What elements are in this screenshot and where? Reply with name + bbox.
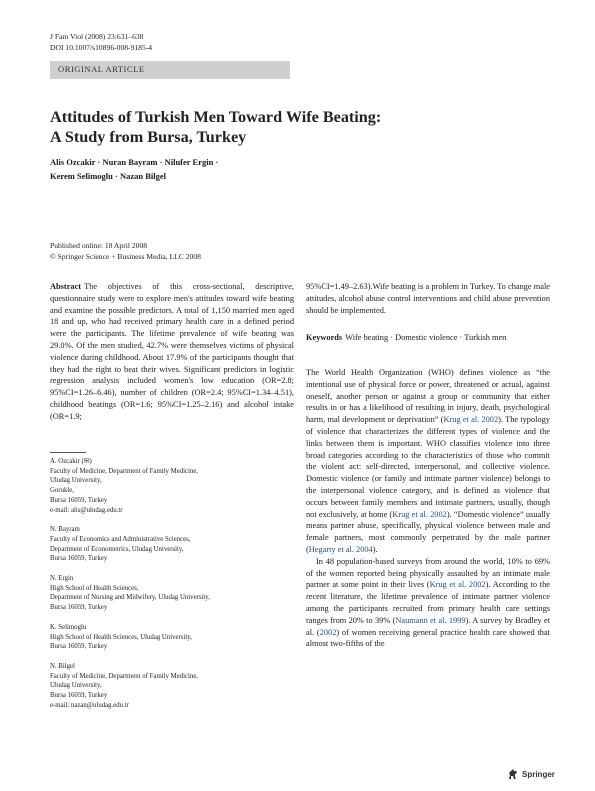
abstract-label: Abstract <box>50 282 82 291</box>
footnote-rule <box>50 452 86 453</box>
body-text-run: ). A survey by Bradley et al. ( <box>306 615 550 637</box>
authors-line-2: Kerem Selimoglu · Nazan Bilgel <box>50 170 166 181</box>
body-text-run: The World Health Organization (WHO) defines violence as “the intentional use of physical force or power, threatened or actual, against oneself, another person or against a group or community that either results in or has a likelihood of resulting in injury, death, psychological harm, mal development or deprivation” ( <box>306 368 550 425</box>
citation-link[interactable]: Hegarty et al. 2004 <box>308 544 373 554</box>
copyright: © Springer Science + Business Media, LLC 2008 <box>50 251 201 261</box>
abstract-continuation: 95%CI=1.49–2.63).Wife beating is a problem in Turkey. To change male attitudes, alcohol abuse control interventions and child abuse prevention should be implemented. <box>306 282 550 315</box>
body-text-run: In 48 population-based surveys from around the world, 10% to 69% of the women reported being physically assaulted by an intimate male partner at some point in their lives ( <box>306 556 550 590</box>
citation-link[interactable]: Krug et al. 2002 <box>429 580 486 590</box>
affiliations <box>50 457 294 720</box>
citation-link[interactable]: Krug et al. 2002 <box>392 509 447 519</box>
affiliation-line: Faculty of Medicine, Department of Family Medicine, <box>50 467 198 475</box>
body-text-run: ). According to the recent literature, the lifetime prevalence of intimate partner violence among the participants recruited from primary health care settings ranges from 20% to 39% ( <box>306 580 550 625</box>
email-link[interactable]: e-mail: alis@uludag.edu.tr <box>50 506 123 514</box>
affiliation-ergin <box>50 574 294 613</box>
publisher-logo <box>507 768 555 780</box>
body-text-run: ). The typology of violence that characterizes the different types of violence and the links between them is important. WHO classifies violence into three broad categories according to the characteristics of those who commit the violent act: self-directed, interpersonal, and collective violence. Domestic violence (or family and intimate partner violence) belongs to the interpersonal violence category, and is defined as violence that occurs between family members and intimate partners, usually, though not exclusively, at home ( <box>306 415 550 519</box>
citation-link[interactable]: Naumann et al. 1999 <box>395 615 466 625</box>
affiliation-line: N. Bayram <box>50 526 80 534</box>
citation-link[interactable]: 2002 <box>319 627 337 637</box>
authors-line-1: Alis Ozcakir · Nuran Bayram · Nilufer Ergin · <box>50 157 219 167</box>
body-text-run: ). “Domestic violence” usually means partner abuse, specifically, physical violence between male and female partners, most commonly perpetrated by the male partner ( <box>306 509 550 554</box>
article-title <box>50 107 470 147</box>
keywords-text: Wife beating · Domestic violence · Turkish men <box>345 333 507 342</box>
section-band <box>50 61 290 79</box>
title-line-2: A Study from Bursa, Turkey <box>50 128 247 146</box>
keywords <box>306 332 550 344</box>
affiliation-selimoglu <box>50 623 294 652</box>
body-text-run: ). <box>372 544 378 554</box>
section-label: ORIGINAL ARTICLE <box>58 64 145 74</box>
affiliation-line: Faculty of Medicine, Department of Family Medicine, <box>50 672 198 680</box>
doi: DOI 10.1007/s10896-008-9185-4 <box>50 43 153 52</box>
affiliation-line: Uludag University, <box>50 477 102 485</box>
paragraph <box>306 367 550 556</box>
keywords-label: Keywords <box>306 333 343 342</box>
published-date: Published online: 18 April 2008 <box>50 241 148 250</box>
affiliation-line: High School of Health Sciences, <box>50 584 139 592</box>
journal-citation: J Fam Viol (2008) 23:631–638 <box>50 32 144 41</box>
affiliation-line: Bursa 16059, Turkey <box>50 555 108 563</box>
affiliation-line: Faculty of Economics and Administrative Sciences, <box>50 535 191 543</box>
affiliation-line: N. Ergin <box>50 575 74 583</box>
journal-reference <box>50 31 152 53</box>
affiliation-line: Bursa 16059, Turkey <box>50 643 108 651</box>
affiliation-bayram <box>50 525 294 564</box>
email-link[interactable]: e-mail: nazan@uludag.edu.tr <box>50 701 129 709</box>
affiliation-ozcakir <box>50 457 294 515</box>
affiliation-line: Uludag University, <box>50 682 102 690</box>
affiliation-line: Department of Econometrics, Uludag University, <box>50 545 184 553</box>
body-text <box>306 367 550 650</box>
publication-info <box>50 241 201 262</box>
publisher-name: Springer <box>522 769 555 779</box>
affiliation-line: Department of Nursing and Midwifery, Uludag University, <box>50 594 210 602</box>
springer-horse-icon <box>507 768 519 780</box>
affiliation-bilgel <box>50 662 294 711</box>
body-text-run: ) of women receiving general practice health care showed that almost two-fifths of the <box>306 627 550 649</box>
affiliation-line: Bursa 16059, Turkey <box>50 604 108 612</box>
affiliation-line: A. Ozcakir (✉) <box>50 458 92 465</box>
author-list <box>50 156 350 183</box>
affiliation-line: Gorukle, <box>50 487 74 495</box>
paragraph <box>306 556 550 650</box>
affiliation-line: K. Selimoglu <box>50 623 87 631</box>
affiliation-line: High School of Health Sciences, Uludag University, <box>50 633 192 641</box>
affiliation-line: N. Bilgel <box>50 662 75 670</box>
abstract <box>50 281 294 423</box>
affiliation-line: Bursa 16059, Turkey <box>50 496 108 504</box>
citation-link[interactable]: Krug et al. 2002 <box>443 415 499 425</box>
abstract-text: The objectives of this cross-sectional, descriptive, questionnaire study were to explore men's attitudes toward wife beating and examine the possible predictors. A total of 1,150 married men aged 18 and up, who had received primary health care in a defined period were the participants. The lifetime prevalence of wife beating was 29.0%. Of the men studied, 42.7% were themselves victims of physical violence during childhood. About 17.9% of the participants thought that they had the right to beat their wives. Significant predictors in logistic regression analysis included women's low education (OR=2.8; 95%CI=1.26–6.46), number of children (OR=2.4; 95%CI=1.34–4.51), childhood beatings (OR=1.6; 95%CI=1.25–2.16) and alcohol intake (OR=1.9; <box>50 282 294 421</box>
affiliation-line: Bursa 16059, Turkey <box>50 692 108 700</box>
title-line-1: Attitudes of Turkish Men Toward Wife Beating: <box>50 108 382 126</box>
